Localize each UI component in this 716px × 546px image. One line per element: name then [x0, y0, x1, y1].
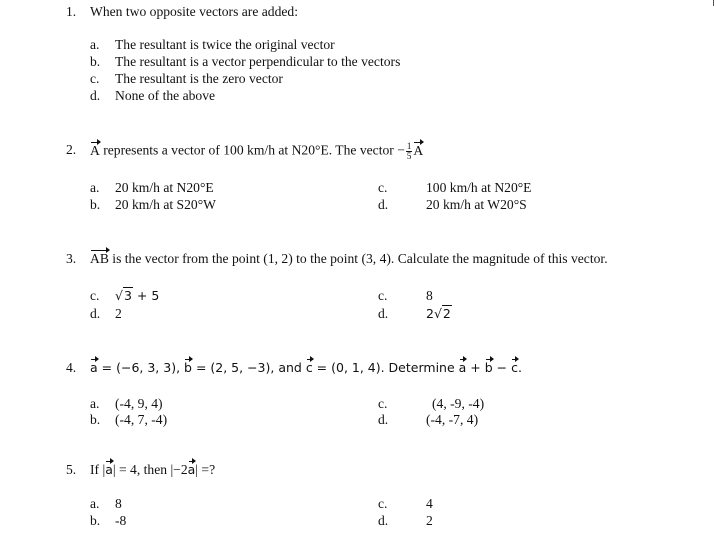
option-text: 4 — [426, 496, 433, 511]
option-text: -8 — [115, 513, 127, 528]
question-text-line — [90, 360, 522, 376]
plus-sign: + — [466, 360, 485, 375]
option-text: (-4, -7, 4) — [426, 412, 479, 427]
option-letter: d. — [378, 197, 389, 212]
question-text: When two opposite vectors are added: — [90, 4, 298, 19]
sqrt-radicand: 2 — [442, 306, 451, 321]
option-letter: d. — [90, 88, 101, 103]
option-letter: a. — [90, 396, 100, 411]
option-text: 2 — [115, 306, 122, 321]
question-text-line — [90, 462, 215, 478]
option-text: The resultant is a vector perpendicular to the vectors — [115, 54, 401, 69]
vector-symbol: A — [413, 142, 424, 158]
option-text: 20 km/h at W20°S — [426, 197, 527, 212]
option-letter: a. — [90, 180, 100, 195]
sqrt-radicand: 3 — [123, 288, 132, 303]
question-number: 1. — [66, 4, 77, 19]
option-prefix: 2 — [426, 306, 434, 321]
question-text-pre: If | — [90, 462, 106, 477]
question-text-line — [90, 142, 423, 161]
option-text: 20 km/h at N20°E — [115, 180, 214, 195]
vector-a: a — [90, 360, 98, 375]
option-text: 100 km/h at N20°E — [426, 180, 532, 195]
option-letter: b. — [90, 197, 101, 212]
fraction — [406, 142, 413, 161]
option-text: 20 km/h at S20°W — [115, 197, 216, 212]
vector-a: a — [458, 360, 467, 375]
option-text: (-4, 7, -4) — [115, 412, 168, 427]
question-number: 2. — [66, 142, 77, 157]
option-text: 8 — [115, 496, 122, 511]
fraction-denominator: 5 — [406, 151, 412, 161]
vector-b: b — [484, 360, 493, 375]
vector-a: a — [105, 462, 113, 477]
option-letter: c. — [378, 180, 388, 195]
option-text: 2√2 — [426, 306, 451, 321]
question-text-post: | =? — [195, 462, 216, 477]
scalar-sign: − — [397, 142, 405, 158]
option-letter: c. — [378, 496, 388, 511]
option-text: 2 — [426, 513, 433, 528]
option-letter: b. — [90, 513, 101, 528]
option-letter: d. — [378, 306, 389, 321]
vector-symbol: AB — [90, 251, 109, 266]
option-letter: c. — [90, 71, 100, 86]
vector-c: c — [511, 360, 518, 375]
option-letter: d. — [90, 306, 101, 321]
vector-c: c — [305, 360, 313, 375]
vector-symbol: A — [90, 142, 100, 158]
vector-a-definition: = (−6, 3, 3), — [97, 360, 185, 375]
page-corner-mark — [710, 0, 714, 6]
option-text: 8 — [426, 288, 433, 303]
option-letter: a. — [90, 37, 100, 52]
fraction-numerator: 1 — [406, 141, 412, 151]
option-letter: b. — [90, 412, 101, 427]
vector-a: a — [187, 462, 196, 477]
question-number: 4. — [66, 360, 77, 375]
option-letter: c. — [90, 288, 100, 303]
option-letter: c. — [378, 288, 388, 303]
option-text: (-4, 9, 4) — [115, 396, 163, 411]
option-text: √3 + 5 — [115, 288, 160, 303]
question-text-line — [90, 251, 608, 267]
question-number: 3. — [66, 251, 77, 266]
option-letter: d. — [378, 513, 389, 528]
option-text-rest: + 5 — [132, 288, 160, 303]
question-number: 5. — [66, 462, 77, 477]
minus-sign: − — [492, 360, 512, 375]
option-text: The resultant is the zero vector — [115, 71, 283, 86]
option-text: (4, -9, -4) — [432, 396, 485, 411]
option-text: None of the above — [115, 88, 216, 103]
vector-c-definition: = (0, 1, 4). Determine — [312, 360, 459, 375]
question-text: is the vector from the point (1, 2) to the point (3, 4). Calculate the magnitude of this vector. — [112, 251, 608, 266]
vector-b-definition: = (2, 5, −3), and — [191, 360, 306, 375]
option-text: The resultant is twice the original vector — [115, 37, 335, 52]
option-letter: d. — [378, 412, 389, 427]
question-text: represents a vector of 100 km/h at N20°E. The vector — [103, 142, 394, 158]
option-letter: c. — [378, 396, 388, 411]
option-letter: a. — [90, 496, 100, 511]
option-letter: b. — [90, 54, 101, 69]
question-text-mid: | = 4, then |−2 — [112, 462, 188, 477]
sentence-end: . — [517, 360, 522, 375]
vector-b: b — [184, 360, 192, 375]
